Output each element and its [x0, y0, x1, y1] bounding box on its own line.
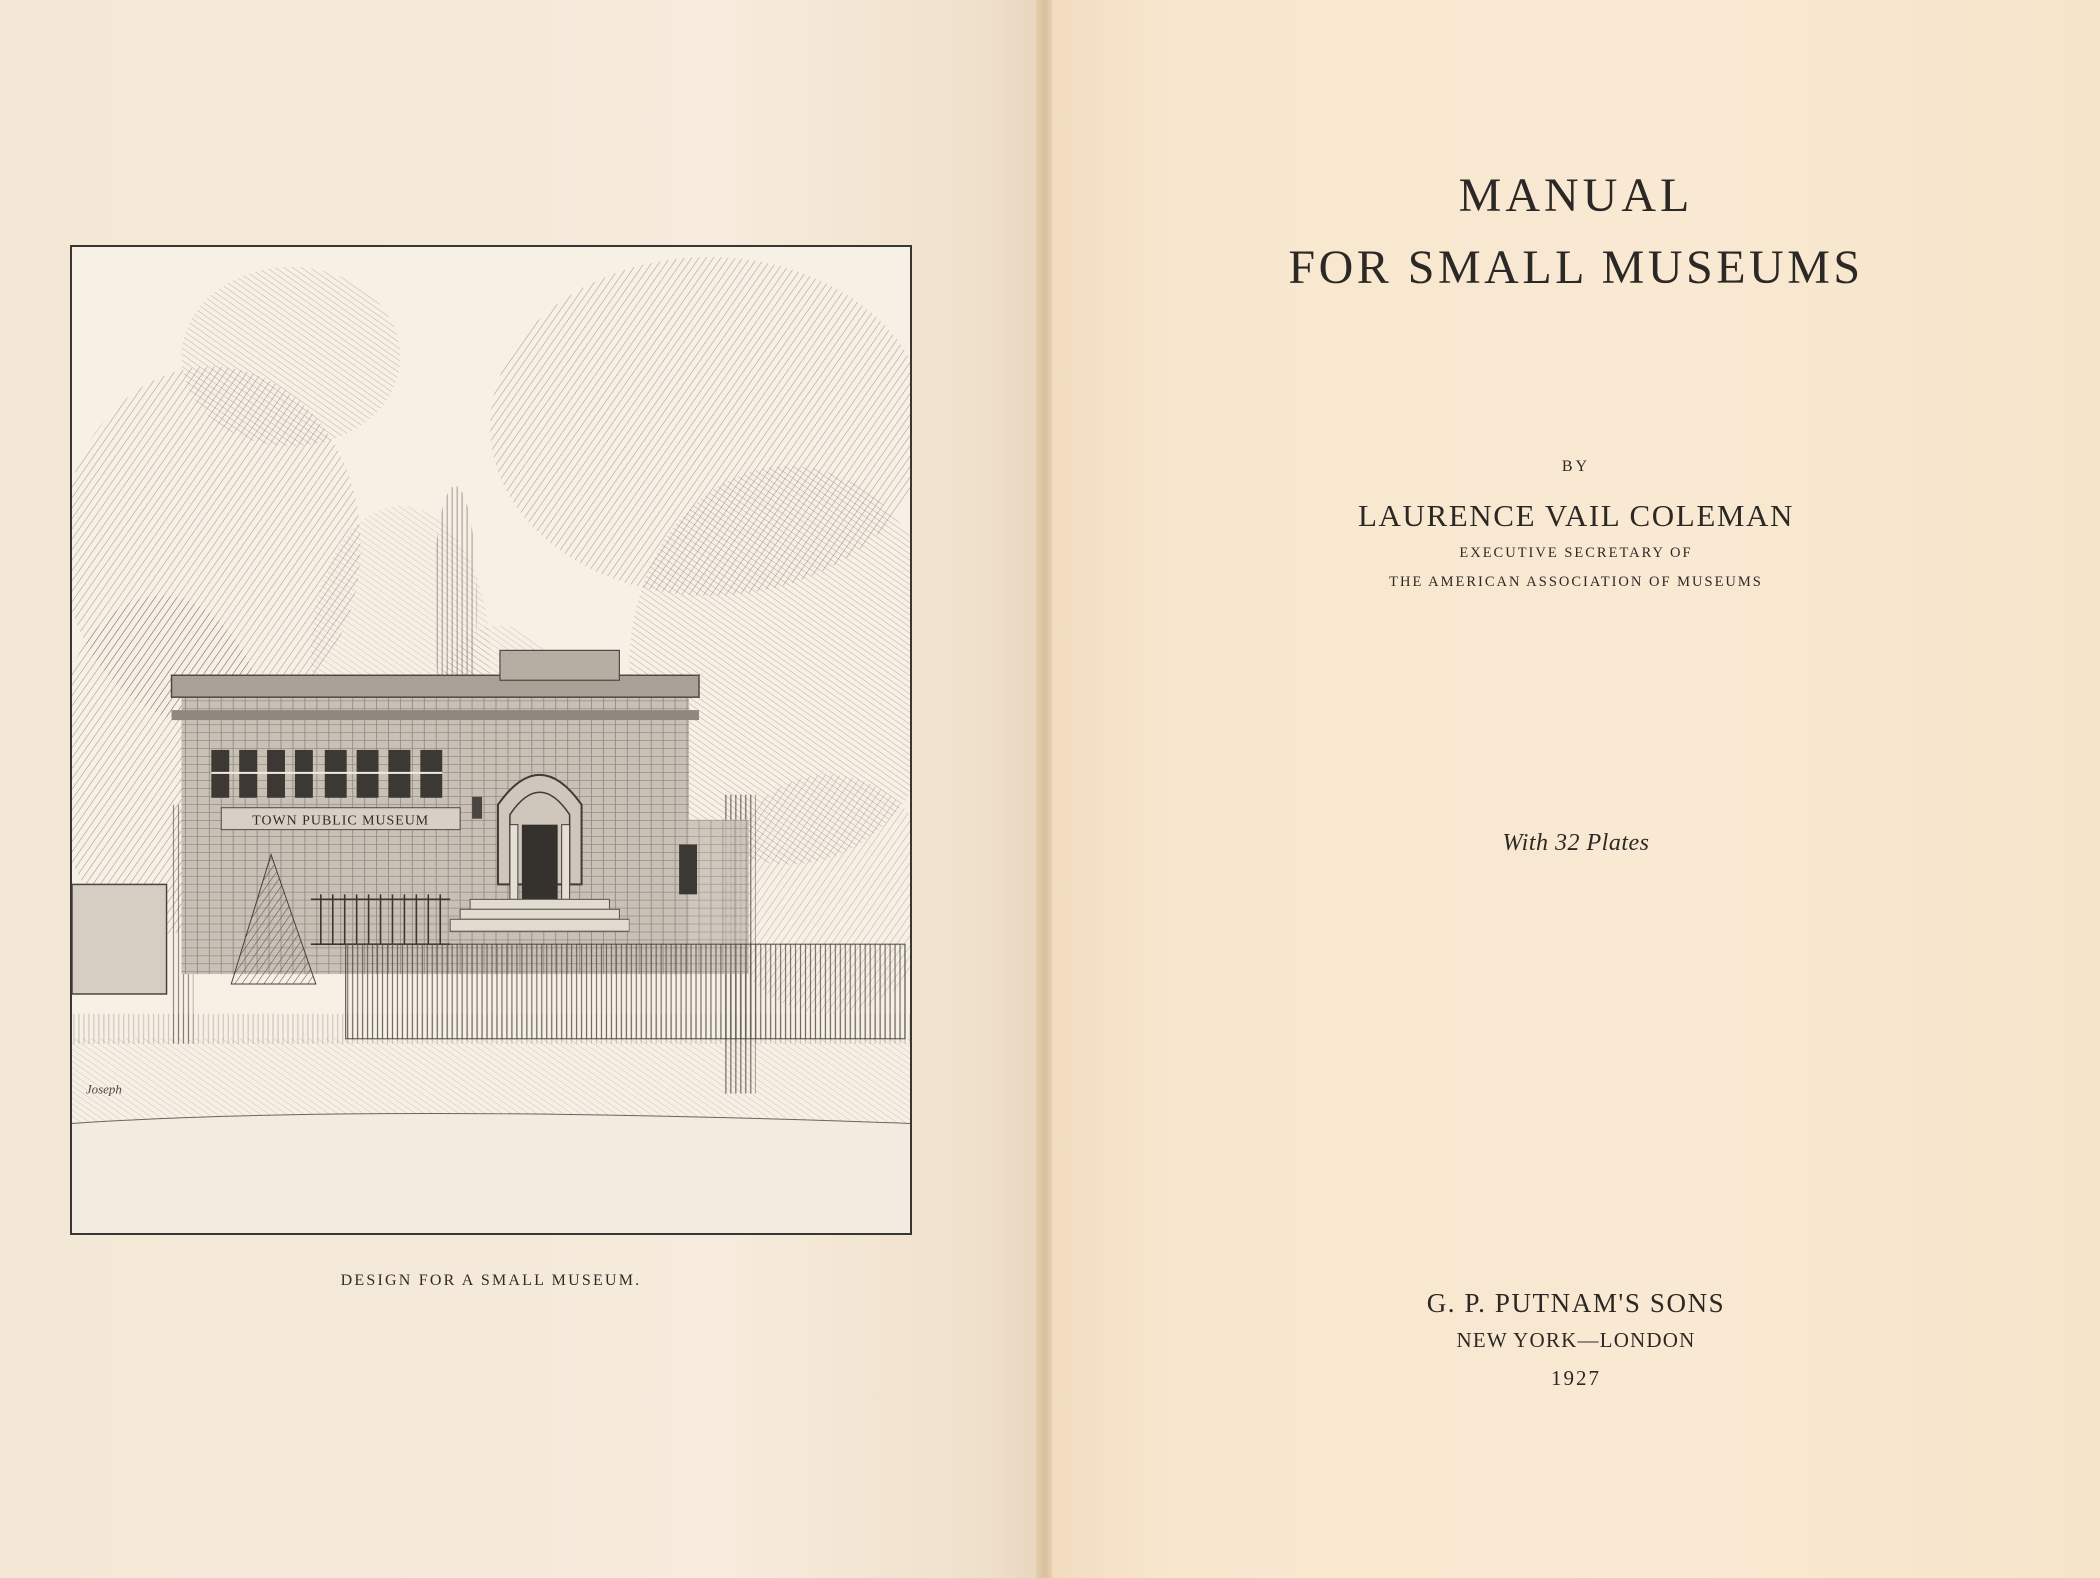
left-page: [0, 0, 1040, 1578]
plates-note: With 32 Plates: [1502, 830, 1650, 856]
frontispiece-illustration: [70, 245, 912, 1235]
book-title-line-2: FOR SMALL MUSEUMS: [1288, 241, 1864, 294]
right-page: [1052, 0, 2100, 1578]
author-role-line-1: EXECUTIVE SECRETARY OF: [1459, 545, 1693, 561]
author-role-line-2: THE AMERICAN ASSOCIATION OF MUSEUMS: [1389, 574, 1763, 590]
artist-signature: Joseph: [85, 1081, 122, 1097]
publisher-name: G. P. PUTNAM'S SONS: [1426, 1288, 1726, 1318]
building-sign-text: TOWN PUBLIC MUSEUM: [252, 813, 430, 829]
museum-sketch: [72, 247, 910, 1233]
publication-year: 1927: [1551, 1366, 1601, 1390]
frontispiece-caption: DESIGN FOR A SMALL MUSEUM.: [340, 1272, 642, 1289]
book-title-line-1: MANUAL: [1458, 169, 1694, 222]
publisher-city: NEW YORK—LONDON: [1456, 1328, 1696, 1352]
author-name: LAURENCE VAIL COLEMAN: [1357, 498, 1795, 533]
by-label: BY: [1561, 458, 1591, 475]
